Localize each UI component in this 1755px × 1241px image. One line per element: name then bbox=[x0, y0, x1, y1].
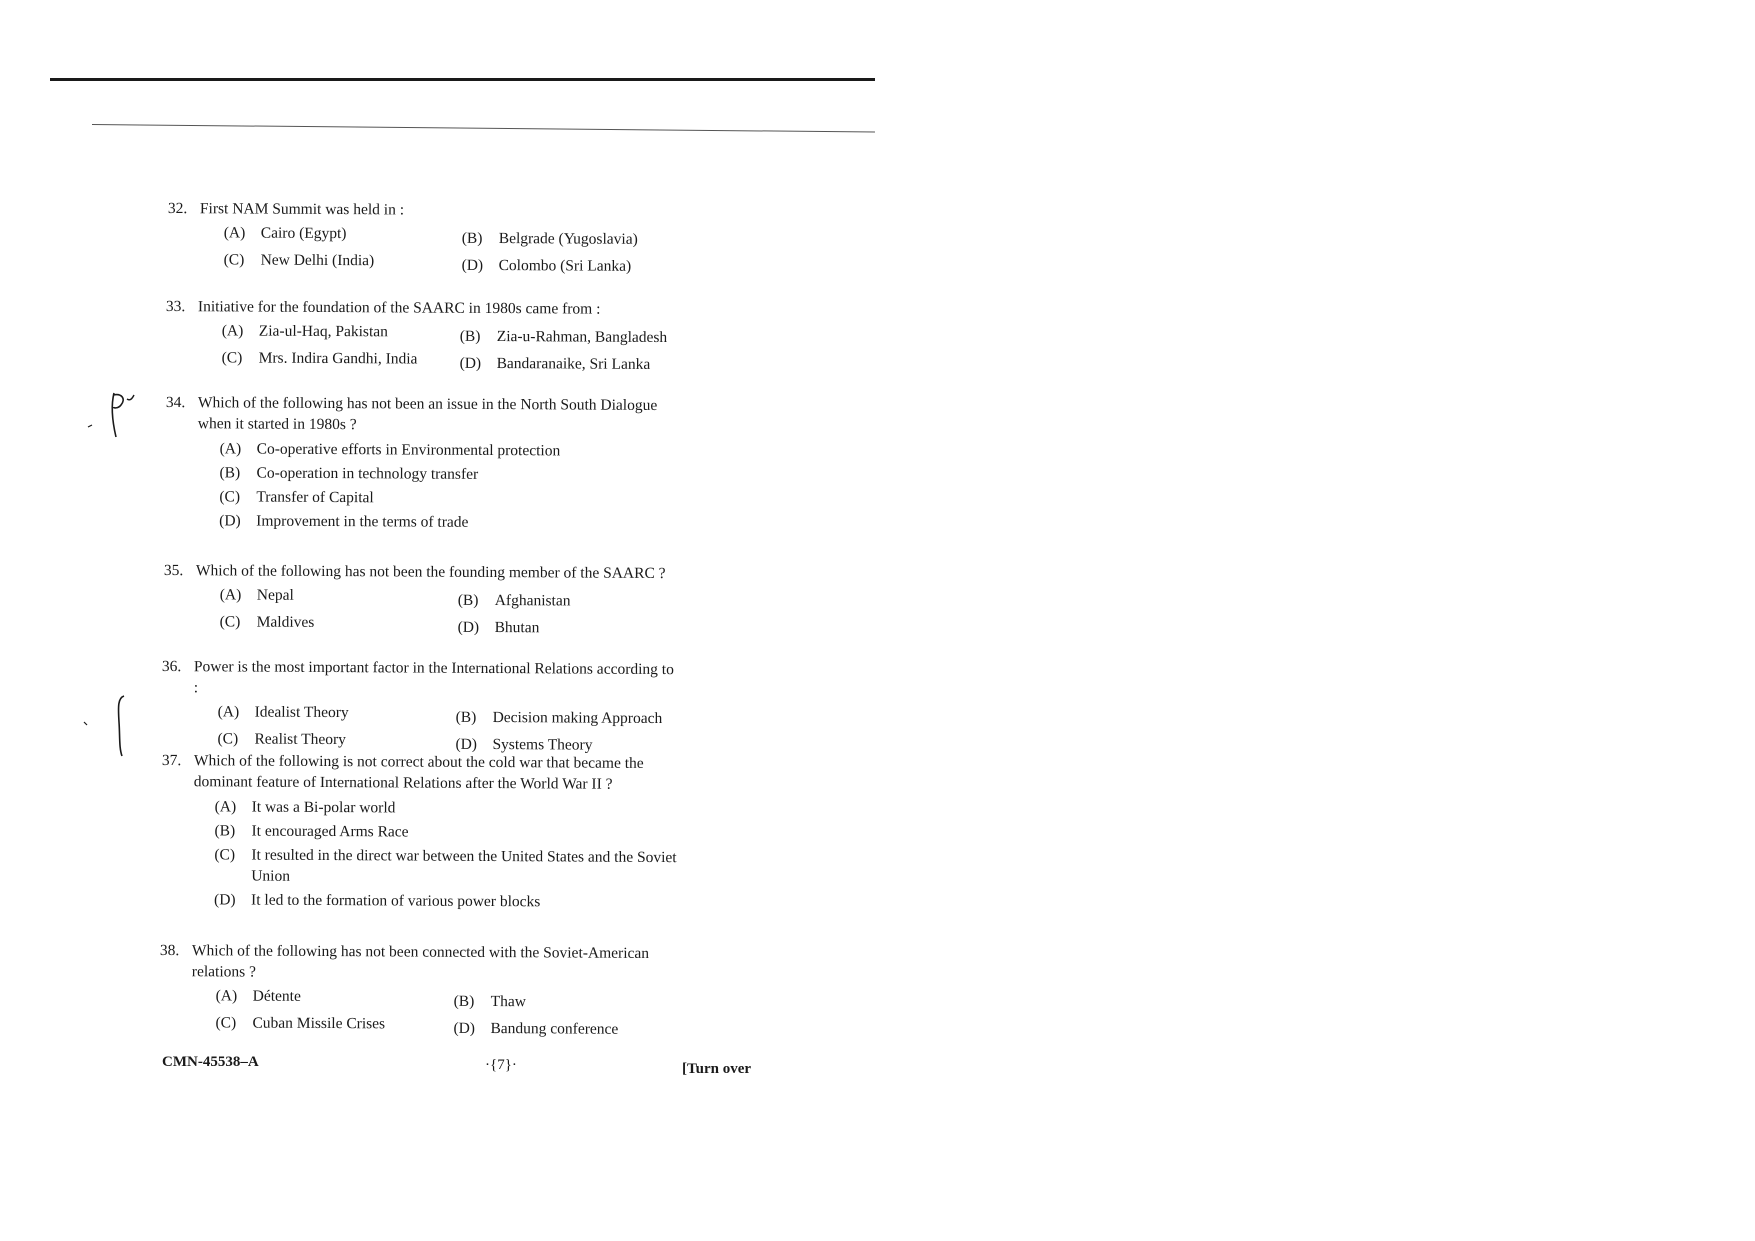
options bbox=[215, 985, 679, 1039]
question-text: Which of the following has not been the founding member of the SAARC ? bbox=[195, 562, 666, 583]
option-a: (A) Détente bbox=[215, 987, 301, 1005]
option-d: (D) Bandung conference bbox=[453, 1019, 619, 1038]
option-a: (A) Idealist Theory bbox=[217, 703, 349, 722]
question-35 bbox=[164, 560, 684, 638]
handwritten-mark-36 bbox=[78, 692, 138, 762]
header-rule bbox=[92, 124, 875, 133]
option-c: (C) Maldives bbox=[219, 613, 315, 631]
options bbox=[220, 584, 684, 638]
options bbox=[224, 222, 688, 276]
question-text: Initiative for the foundation of the SAARC in 1980s came from : bbox=[197, 298, 601, 318]
option-d: (D) Improvement in the terms of trade bbox=[219, 512, 469, 531]
paper-code: CMN-45538–A bbox=[162, 1054, 259, 1070]
option-c: (C) Realist Theory bbox=[217, 730, 346, 749]
question-text: First NAM Summit was held in : bbox=[199, 200, 405, 219]
question-text: Which of the following has not been an issue in the North South Dialogue when it started in 1980s ? bbox=[197, 394, 658, 434]
question-37 bbox=[161, 750, 682, 916]
question-number: 37. bbox=[161, 751, 182, 770]
option-a: (A) It was a Bi-polar world bbox=[214, 798, 396, 817]
option-b: (B) Belgrade (Yugoslavia) bbox=[461, 229, 638, 248]
question-number: 34. bbox=[165, 393, 186, 412]
option-b: (B) Co-operation in technology transfer bbox=[219, 464, 479, 483]
option-b: (B) Afghanistan bbox=[457, 591, 571, 610]
option-c: (C) New Delhi (India) bbox=[223, 251, 375, 270]
question-number: 35. bbox=[163, 561, 184, 580]
question-number: 38. bbox=[159, 941, 180, 960]
question-text: Power is the most important factor in the International Relations according to : bbox=[193, 658, 674, 697]
option-d: (D) Bandaranaike, Sri Lanka bbox=[459, 354, 651, 373]
option-c: (C) Cuban Missile Crises bbox=[215, 1014, 386, 1033]
question-number: 32. bbox=[167, 199, 188, 218]
question-32 bbox=[168, 198, 688, 276]
question-number: 33. bbox=[165, 297, 186, 316]
option-a: (A) Nepal bbox=[219, 586, 294, 604]
question-34 bbox=[165, 392, 686, 537]
options bbox=[214, 796, 682, 913]
option-c: (C) Mrs. Indira Gandhi, India bbox=[221, 349, 418, 368]
option-a: (A) Cairo (Egypt) bbox=[223, 224, 347, 243]
question-number: 36. bbox=[161, 657, 182, 676]
top-rule bbox=[50, 78, 875, 81]
option-a: (A) Co-operative efforts in Environmental protection bbox=[219, 440, 561, 460]
options bbox=[222, 320, 686, 374]
option-b: (B) Zia-u-Rahman, Bangladesh bbox=[459, 327, 668, 347]
option-d: (D) Bhutan bbox=[457, 618, 540, 637]
options bbox=[217, 701, 681, 755]
option-b: (B) Thaw bbox=[453, 992, 526, 1011]
question-text: Which of the following is not correct about the cold war that became the dominant feature of International Relations after the World War II ? bbox=[193, 752, 644, 793]
option-d: (D) It led to the formation of various power blocks bbox=[214, 891, 541, 911]
option-c: (C) Transfer of Capital bbox=[219, 488, 374, 507]
option-d: (D) Colombo (Sri Lanka) bbox=[461, 256, 632, 275]
page-number: ·{7}· bbox=[485, 1057, 517, 1073]
option-c: (C) It resulted in the direct war between the United States and the Soviet Union bbox=[214, 846, 677, 885]
handwritten-mark-34 bbox=[80, 385, 150, 455]
question-36 bbox=[161, 656, 682, 755]
turn-over-note: [Turn over bbox=[682, 1061, 752, 1077]
option-b: (B) Decision making Approach bbox=[455, 708, 663, 728]
option-d: (D) Systems Theory bbox=[455, 735, 593, 754]
question-38 bbox=[159, 940, 680, 1039]
question-33 bbox=[166, 296, 686, 374]
option-b: (B) It encouraged Arms Race bbox=[214, 822, 409, 841]
option-a: (A) Zia-ul-Haq, Pakistan bbox=[221, 322, 388, 341]
options bbox=[219, 438, 686, 534]
question-text: Which of the following has not been connected with the Soviet-American relations ? bbox=[191, 942, 650, 981]
